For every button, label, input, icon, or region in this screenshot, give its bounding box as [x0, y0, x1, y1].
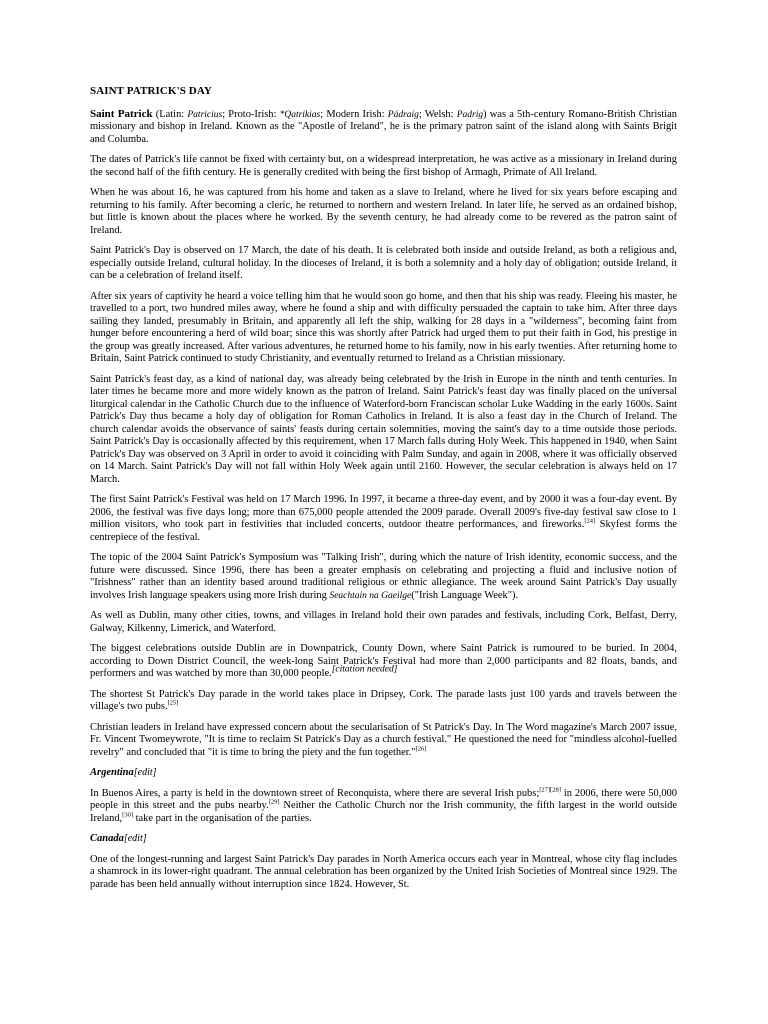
edit-link[interactable]: [edit]: [133, 767, 157, 778]
paragraph-symposium: The topic of the 2004 Saint Patrick's Symposium was "Talking Irish", during which the nature of Irish identity, economic success, and the future were discussed. Since 1996, there has been a greater emphasis on celebrating and projecting a fluid and inclusive notion of "Irishness" rather than an identity based around traditional religious or ethnic allegiance. The week around Saint Patrick's Day usually involves Irish language speakers using more Irish during Seachtain na Gaeilge("Irish Language Week").: [90, 552, 677, 601]
paragraph-dates: The dates of Patrick's life cannot be fixed with certainty but, on a widespread interpretation, he was active as a missionary in Ireland during the second half of the fifth century. He is generally credited with being the first bishop of Armagh, Primate of All Ireland.: [90, 154, 677, 178]
paragraph-other-cities: As well as Dublin, many other cities, towns, and villages in Ireland hold their own parades and festivals, including Cork, Belfast, Derry, Galway, Kilkenny, Limerick, and Waterford.: [90, 610, 677, 634]
modern-irish-name: Pádraig: [387, 109, 419, 120]
document-page: [90, 0, 677, 899]
citation-link[interactable]: [27][28]: [539, 786, 561, 794]
section-heading-canada: Canada[edit]: [90, 833, 147, 844]
page-title: SAINT PATRICK'S DAY: [90, 85, 212, 97]
paragraph-buenos-aires: In Buenos Aires, a party is held in the downtown street of Reconquista, where there are several Irish pubs;[27][28] in 2006, there were 50,000 people in this street and the pubs nearby.[29] Neither the Catholic Church nor the Irish community, the fifth largest in the world outside Ireland,[30] take part in the organisation of the parties.: [90, 786, 677, 824]
welsh-name: Padrig: [456, 109, 484, 120]
paragraph-festival: The first Saint Patrick's Festival was held on 17 March 1996. In 1997, it became a three-day event, and by 2000 it was a four-day event. By 2006, the festival was five days long; more than 675,000 people attended the 2009 parade. Overall 2009's five-day festival saw close to 1 million visitors, who took part in festivities that included concerts, outdoor theatre performances, and fireworks.[24] Skyfest forms the centrepiece of the festival.: [90, 494, 677, 543]
citation-needed-link[interactable]: [citation needed]: [331, 664, 398, 675]
section-heading-argentina: Argentina[edit]: [90, 767, 157, 778]
paragraph-observance: Saint Patrick's Day is observed on 17 March, the date of his death. It is celebrated both inside and outside Ireland, as both a religious and, especially outside Ireland, cultural holiday. In the dioceses of Ireland, it is both a solemnity and a holy day of obligation; outside Ireland, it can be a celebration of Ireland itself.: [90, 245, 677, 281]
paragraph-dripsey: The shortest St Patrick's Day parade in the world takes place in Dripsey, Cork. The parade lasts just 100 yards and travels between the village's two pubs.[25]: [90, 688, 677, 712]
citation-link[interactable]: [26]: [415, 745, 427, 753]
citation-link[interactable]: [29]: [268, 798, 280, 806]
irish-language-week-term: Seachtain na Gaeilge: [329, 590, 412, 601]
paragraph-captivity: When he was about 16, he was captured from his home and taken as a slave to Ireland, where he lived for six years before escaping and returning to his family. After becoming a cleric, he returned to northern and western Ireland. In later life, he served as an ordained bishop, but little is known about the places where he worked. By the seventh century, he had already come to be revered as the patron saint of Ireland.: [90, 187, 677, 236]
paragraph-downpatrick: The biggest celebrations outside Dublin are in Downpatrick, County Down, where Saint Patrick is rumoured to be buried. In 2004, according to Down District Council, the week-long Saint Patrick's Festival had more than 2,000 participants and 82 floats, bands, and performers and was watched by more than 30,000 people.[citation needed]: [90, 643, 677, 679]
intro-paragraph: Saint Patrick (Latin: Patricius; Proto-Irish: *Qatrikias; Modern Irish: Pádraig; Welsh: Padrig) was a 5th-century Romano-British Christian missionary and bishop in Ireland. Known as the "Apostle of Ireland", he is the primary patron saint of the island along with Saints Brigit and Columba.: [90, 107, 678, 145]
paragraph-secularisation: Christian leaders in Ireland have expressed concern about the secularisation of St Patrick's Day. In The Word magazine's March 2007 issue, Fr. Vincent Twomeywrote, "It is time to reclaim St Patrick's Day as a church festival." He questioned the need for "mindless alcohol-fuelled revelry" and concluded that "it is time to bring the piety and the fun together."[26]: [90, 721, 677, 758]
edit-link[interactable]: [edit]: [123, 833, 147, 844]
paragraph-feast-day: Saint Patrick's feast day, as a kind of national day, was already being celebrated by the Irish in Europe in the ninth and tenth centuries. In later times he became more and more widely known as the patron of Ireland. Saint Patrick's feast day was finally placed on the universal liturgical calendar in the Catholic Church due to the influence of Waterford-born Franciscan scholar Luke Wadding in the early 1600s. Saint Patrick's Day thus became a holy day of obligation for Roman Catholics in Ireland. It is also a feast day in the Church of Ireland. The church calendar avoids the observance of saints' feasts during certain solemnities, moving the saint's day to a time outside those periods. Saint Patrick's Day is occasionally affected by this requirement, when 17 March falls during Holy Week. This happened in 1940, when Saint Patrick's Day was observed on 3 April in order to avoid it coinciding with Palm Sunday, and again in 2008, where it was officially observed on 14 March. Saint Patrick's Day will not fall within Holy Week again until 2160. However, the secular celebration is always held on 17 March.: [90, 373, 677, 485]
latin-name: Patricius: [187, 109, 223, 120]
paragraph-montreal: One of the longest-running and largest Saint Patrick's Day parades in North America occurs each year in Montreal, whose city flag includes a shamrock in its lower-right quadrant. The annual celebration has been organized by the United Irish Societies of Montreal since 1929. The parade has been held annually without interruption since 1824. However, St.: [90, 853, 677, 890]
citation-link[interactable]: [24]: [584, 517, 596, 525]
citation-link[interactable]: [30]: [122, 811, 134, 819]
paragraph-escape: After six years of captivity he heard a voice telling him that he would soon go home, and then that his ship was ready. Fleeing his master, he travelled to a port, two hundred miles away, where he found a ship and with difficulty persuaded the captain to take him. After three days sailing they landed, presumably in Britain, and apparently all left the ship, walking for 28 days in a "wilderness", becoming faint from hunger before encountering a herd of wild boar; since this was shortly after Patrick had urged them to put their faith in God, his prestige in the group was greatly increased. After various adventures, he returned home to his family, now in his early twenties. After returning home to Britain, Saint Patrick continued to study Christianity, and eventually returned to Ireland as a Christian missionary.: [90, 290, 677, 364]
term-saint-patrick: Saint Patrick: [90, 107, 153, 120]
citation-link[interactable]: [25]: [167, 699, 179, 707]
proto-irish-name: *Qatrikias: [279, 109, 321, 120]
